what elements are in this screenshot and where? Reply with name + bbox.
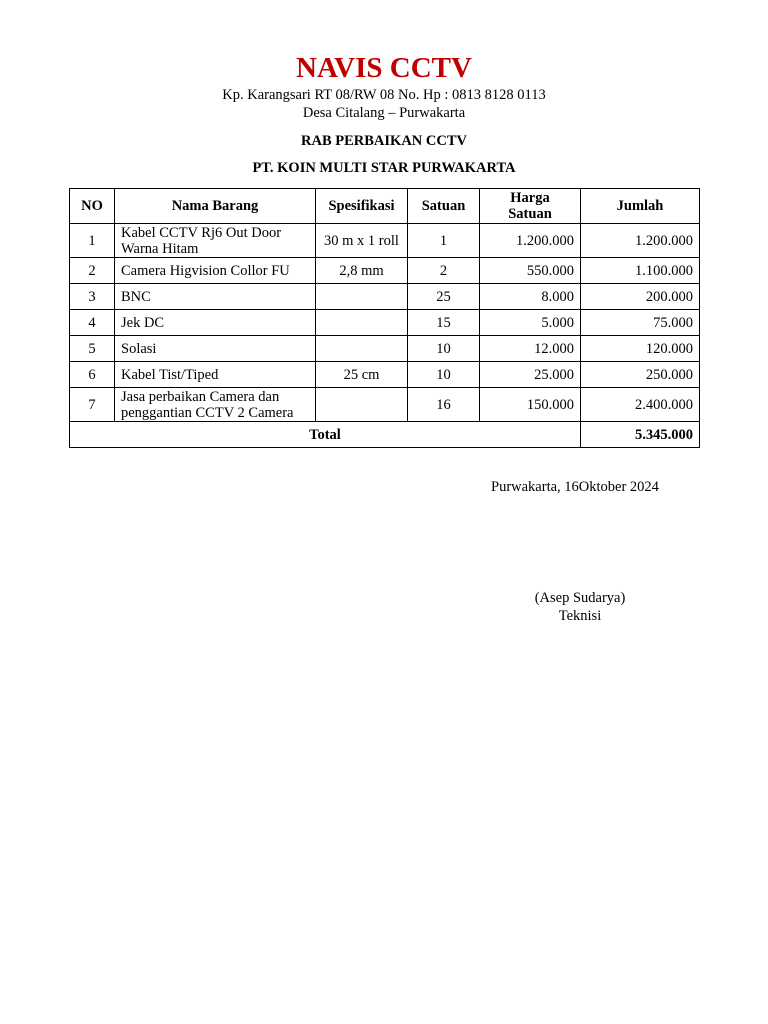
cell-jumlah: 2.400.000 <box>581 388 700 422</box>
company-location: Desa Citalang – Purwakarta <box>302 105 466 121</box>
table-header-row <box>70 189 700 224</box>
cell-harga-satuan: 8.000 <box>480 284 581 310</box>
cell-no: 2 <box>70 258 115 284</box>
table-row <box>70 388 700 422</box>
cell-no: 4 <box>70 310 115 336</box>
cell-no: 6 <box>70 362 115 388</box>
cell-spesifikasi: 25 cm <box>316 362 408 388</box>
cell-nama-barang: Jek DC <box>115 310 316 336</box>
document-title: RAB PERBAIKAN CCTV <box>301 133 467 149</box>
cell-satuan: 10 <box>408 362 480 388</box>
total-row <box>70 422 700 448</box>
header-harga-line2: Satuan <box>508 206 552 222</box>
cell-nama-barang: Camera Higvision Collor FU <box>115 258 316 284</box>
cell-no: 5 <box>70 336 115 362</box>
cell-harga-satuan: 150.000 <box>480 388 581 422</box>
header-harga-satuan <box>480 189 581 224</box>
cell-nama-barang: Jasa perbaikan Camera dan penggantian CCTV 2 Camera <box>115 388 316 422</box>
total-value: 5.345.000 <box>581 422 700 448</box>
cell-spesifikasi <box>316 388 408 422</box>
cell-nama-barang: Kabel Tist/Tiped <box>115 362 316 388</box>
cell-spesifikasi <box>316 284 408 310</box>
cell-no: 1 <box>70 224 115 258</box>
client-name: PT. KOIN MULTI STAR PURWAKARTA <box>252 160 516 176</box>
cell-satuan: 25 <box>408 284 480 310</box>
cell-nama-barang: Kabel CCTV Rj6 Out Door Warna Hitam <box>115 224 316 258</box>
cell-spesifikasi <box>316 310 408 336</box>
rab-table <box>69 188 700 448</box>
total-label: Total <box>70 422 581 448</box>
cell-harga-satuan: 550.000 <box>480 258 581 284</box>
cell-harga-satuan: 25.000 <box>480 362 581 388</box>
signer-role: Teknisi <box>558 608 602 624</box>
cell-harga-satuan: 1.200.000 <box>480 224 581 258</box>
company-name: NAVIS CCTV <box>296 52 472 84</box>
header-no: NO <box>70 189 115 224</box>
place-date: Purwakarta, 16Oktober 2024 <box>491 479 659 495</box>
cell-jumlah: 250.000 <box>581 362 700 388</box>
header-satuan: Satuan <box>408 189 480 224</box>
table-row <box>70 258 700 284</box>
cell-jumlah: 1.100.000 <box>581 258 700 284</box>
cell-satuan: 16 <box>408 388 480 422</box>
cell-harga-satuan: 12.000 <box>480 336 581 362</box>
cell-no: 3 <box>70 284 115 310</box>
header-spesifikasi: Spesifikasi <box>316 189 408 224</box>
cell-jumlah: 200.000 <box>581 284 700 310</box>
cell-satuan: 2 <box>408 258 480 284</box>
cell-spesifikasi: 30 m x 1 roll <box>316 224 408 258</box>
company-address: Kp. Karangsari RT 08/RW 08 No. Hp : 0813 8128 0113 <box>222 87 546 103</box>
cell-harga-satuan: 5.000 <box>480 310 581 336</box>
cell-spesifikasi: 2,8 mm <box>316 258 408 284</box>
cell-jumlah: 120.000 <box>581 336 700 362</box>
header-nama-barang: Nama Barang <box>115 189 316 224</box>
header-harga-line1: Harga <box>510 190 550 206</box>
table-row <box>70 224 700 258</box>
cell-no: 7 <box>70 388 115 422</box>
signer-name: (Asep Sudarya) <box>534 590 626 606</box>
cell-jumlah: 75.000 <box>581 310 700 336</box>
table-row <box>70 362 700 388</box>
cell-satuan: 15 <box>408 310 480 336</box>
cell-spesifikasi <box>316 336 408 362</box>
table-row <box>70 310 700 336</box>
table-row <box>70 284 700 310</box>
cell-satuan: 1 <box>408 224 480 258</box>
table-row <box>70 336 700 362</box>
header-jumlah: Jumlah <box>581 189 700 224</box>
cell-satuan: 10 <box>408 336 480 362</box>
cell-jumlah: 1.200.000 <box>581 224 700 258</box>
cell-nama-barang: BNC <box>115 284 316 310</box>
cell-nama-barang: Solasi <box>115 336 316 362</box>
